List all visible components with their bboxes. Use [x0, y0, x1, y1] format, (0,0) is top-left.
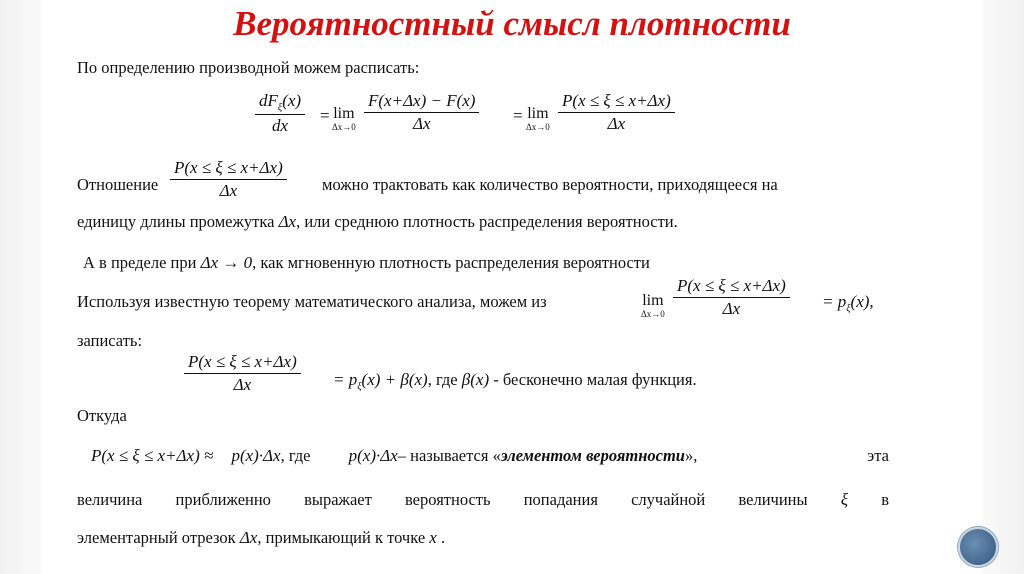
p2-line2a: единицу длины промежутка: [77, 212, 275, 231]
p4-rhs: [822, 292, 874, 314]
lim-sub: Δx→0: [641, 309, 665, 319]
p2-tail: можно трактовать как количество вероятности, приходящееся на: [322, 175, 778, 194]
p2-delta-x: Δx: [278, 212, 297, 231]
lim-sub: Δx→0: [526, 122, 550, 132]
right-margin-band: [982, 0, 1024, 574]
p5-text: Откуда: [77, 406, 127, 425]
eq2-rhs: [333, 370, 697, 392]
eq1-frac-probability: [558, 91, 675, 134]
p8-delta-x: Δx: [239, 528, 258, 547]
p7-word: вероятность: [404, 490, 491, 509]
eq1-frac-increment: [364, 91, 479, 134]
eq1-f2-den: Δx: [412, 114, 431, 133]
eq2-rhs-b: (x) + β(x): [361, 370, 428, 389]
p7-word: попадания: [523, 490, 598, 509]
eq2-rhs-a: = p: [333, 370, 358, 389]
eq2-beta: β(x): [461, 370, 490, 389]
eq1-arg: (x): [282, 91, 302, 110]
p6-bold: элементом вероятности: [500, 446, 685, 465]
p7-word-xi: ξ: [840, 490, 849, 509]
p4-den: Δx: [722, 299, 741, 318]
eq2-den: Δx: [233, 375, 252, 394]
p2-den: Δx: [219, 181, 238, 200]
lim-sub: Δx→0: [332, 122, 356, 132]
p4-num: P(x ≤ ξ ≤ x+Δx): [673, 276, 790, 298]
p3-limit-expr: Δx → 0: [200, 253, 253, 272]
p2-lead: Отношение: [77, 175, 159, 194]
p3-b: , как мгновенную плотность распределения вероятности: [252, 253, 650, 272]
p8-a: элементарный отрезок: [77, 528, 236, 547]
p7-word: в: [881, 490, 889, 509]
p8-line: [77, 528, 445, 548]
eq1-equals-2: =: [513, 106, 523, 125]
p6-t1: – называется «: [397, 446, 501, 465]
p6-line: [77, 446, 889, 466]
p6-m3: p(x)·Δx: [348, 446, 398, 465]
lim-word: lim: [527, 105, 549, 122]
p4-text: Используя известную теорему математического анализа, можем из: [77, 292, 547, 311]
eq1-f3-den: Δx: [607, 114, 626, 133]
eq2-rhs-sub: ξ: [357, 381, 362, 393]
eq1-limit-2: [526, 106, 550, 132]
lim-word: lim: [333, 105, 355, 122]
p7-line: [77, 490, 889, 510]
p6-left: [77, 446, 697, 466]
eq2-text-b: - бесконечно малая функция.: [493, 370, 697, 389]
p4-line2: записать:: [77, 331, 143, 350]
p3-a: А в пределе при: [83, 253, 197, 272]
p6-t3: эта: [867, 446, 889, 465]
eq1-f2-num: F(x+Δx) − F(x): [364, 91, 479, 113]
p4-fraction: [673, 276, 790, 319]
p6-t2: »,: [684, 446, 698, 465]
eq2-num: P(x ≤ ξ ≤ x+Δx): [184, 352, 301, 374]
slide-title: Вероятностный смысл плотности: [233, 4, 791, 43]
p7-word: случайной: [631, 490, 706, 509]
p7-word: выражает: [304, 490, 372, 509]
p7-word: величины: [738, 490, 808, 509]
p4-rhs-end: (x),: [850, 292, 874, 311]
slide-nav-badge[interactable]: [958, 527, 998, 567]
p4-rhs-p: = p: [822, 292, 847, 311]
left-margin-band: [0, 0, 42, 574]
eq1-f3-num: P(x ≤ ξ ≤ x+Δx): [558, 91, 675, 113]
lim-word: lim: [642, 292, 664, 309]
p7-word: величина: [77, 490, 143, 509]
eq2-text-a: , где: [427, 370, 458, 389]
p2-fraction: [170, 158, 287, 201]
eq1-frac-derivative: [255, 91, 305, 136]
p4-rhs-sub: ξ: [846, 303, 851, 315]
p6-m2: p(x)·Δx: [231, 446, 281, 465]
p6-spread: [77, 446, 889, 466]
eq1-dF: dF: [259, 91, 278, 110]
eq1-xi-sub: ξ: [277, 102, 283, 114]
eq1-equals-1: =: [320, 106, 330, 125]
eq1-dx: dx: [272, 116, 289, 136]
eq1-limit-1: [332, 106, 356, 132]
p2-line2b: , или среднюю плотность распределения вероятности.: [296, 212, 678, 231]
p4-limit: [641, 293, 665, 319]
p6-m1: P(x ≤ ξ ≤ x+Δx) ≈: [91, 446, 214, 465]
eq2-fraction: [184, 352, 301, 395]
p6-where: , где: [280, 446, 311, 465]
p7-word: приближенно: [175, 490, 271, 509]
p8-x: x: [429, 528, 437, 547]
p3-line: [83, 253, 650, 273]
intro-text: По определению производной можем расписать:: [77, 58, 420, 77]
p2-line2: [77, 212, 678, 232]
p7-spread: [77, 490, 889, 510]
p8-b: , примыкающий к точке: [257, 528, 426, 547]
p8-d: .: [440, 528, 446, 547]
p2-num: P(x ≤ ξ ≤ x+Δx): [170, 158, 287, 180]
